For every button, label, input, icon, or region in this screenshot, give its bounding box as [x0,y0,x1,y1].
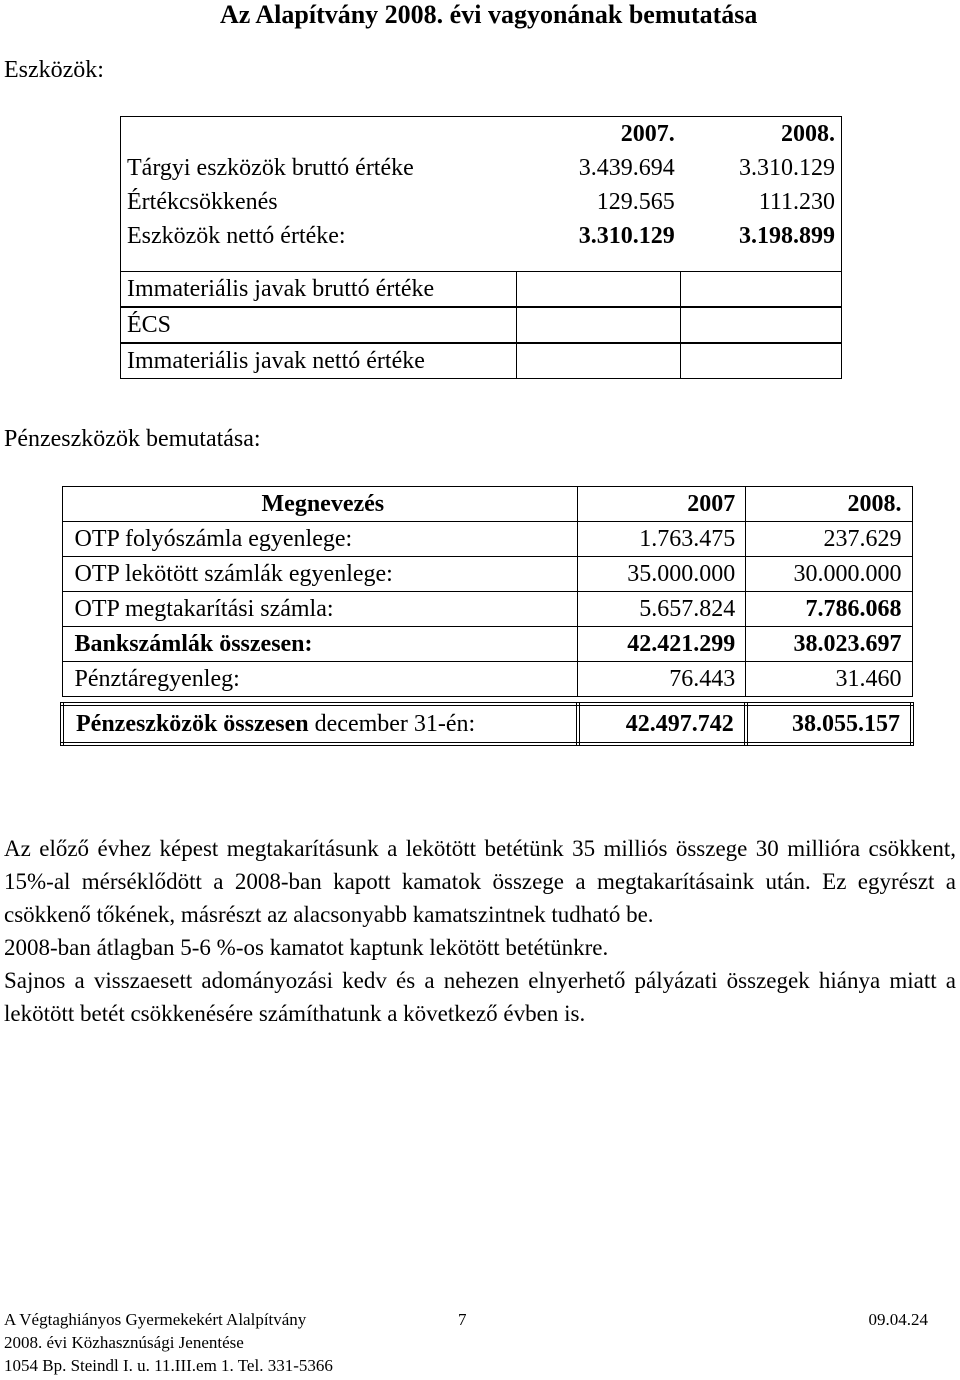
row-label: ÉCS [127,312,172,338]
table-row [62,662,912,697]
table-row [121,151,842,185]
table-header-cell: Megnevezés [62,487,578,522]
footer-report: 2008. évi Közhasznúsági Jenentése [4,1333,244,1352]
footer-address: 1054 Bp. Steindl I. u. 11.III.em 1. Tel. 331-5366 [4,1356,333,1375]
total-2007: 42.497.742 [578,704,746,744]
table-header-row [121,117,842,152]
table-header-cell: 2008. [746,487,912,522]
value-2007 [516,343,681,379]
value-2007 [516,307,681,343]
table-row [121,185,842,219]
table-row [62,557,912,592]
value-2007 [516,272,681,308]
value-2007: 3.310.129 [578,223,675,249]
total-2008: 38.055.157 [746,704,912,744]
commentary [4,832,956,1030]
assets-table [120,116,842,379]
row-label: Tárgyi eszközök bruttó értéke [127,155,414,181]
total-label-rest: december 31-én: [308,711,476,737]
value-2008: 31.460 [746,662,912,697]
cash-table [60,486,914,746]
value-2008 [681,272,842,308]
row-label: Immateriális javak nettó értéke [127,348,425,374]
table-header-cell [121,117,517,152]
paragraph: 2008-ban átlagban 5-6 %-os kamatot kaptunk lekötött betétünkre. [4,935,609,960]
table-row [121,343,842,379]
value-2007: 5.657.824 [578,592,746,627]
value-2007: 3.439.694 [578,155,675,181]
value-2008 [681,343,842,379]
value-2007: 129.565 [596,189,675,215]
table-header-cell: 2007 [578,487,746,522]
value-2008: 3.198.899 [739,223,835,249]
table-row [121,307,842,343]
total-label [62,704,578,744]
footer-org: A Végtaghiányos Gyermekekért Alalpítvány [4,1310,307,1329]
value-2008: 38.023.697 [746,627,912,662]
value-2008: 237.629 [746,522,912,557]
table-header-cell: 2007. [620,121,675,147]
value-2008: 111.230 [758,189,835,215]
table-row [121,272,842,308]
table-header-cell: 2008. [781,121,835,147]
table-row [62,522,912,557]
row-label: Eszközök nettó értéke: [127,223,346,249]
table-row [62,627,912,662]
table-header-row [62,487,912,522]
value-2007: 76.443 [578,662,746,697]
footer-page-number: 7 [458,1310,467,1329]
row-label: Bankszámlák összesen: [62,627,578,662]
value-2008: 7.786.068 [746,592,912,627]
value-2008 [681,307,842,343]
row-label: OTP megtakarítási számla: [62,592,578,627]
assets-heading: Eszközök: [4,57,104,83]
cash-heading: Pénzeszközök bemutatása: [4,426,261,452]
row-label: Értékcsökkenés [127,189,278,215]
paragraph: Az előző évhez képest megtakarításunk a lekötött betétünk 35 milliós összege 30 millióra csökkent, 15%-al mérséklődött a 2008-ban kapott kamatok összege a megtakarításaink után. Ez egyrészt a csökkenő tőkének, másrészt az alacsonyabb kamatszintnek tudható be. [4,836,956,927]
table-row [121,219,842,253]
row-label: OTP lekötött számlák egyenlege: [62,557,578,592]
row-label: Immateriális javak bruttó értéke [127,276,435,302]
value-2007: 35.000.000 [578,557,746,592]
row-label: Pénztáregyenleg: [62,662,578,697]
value-2007: 1.763.475 [578,522,746,557]
value-2007: 42.421.299 [578,627,746,662]
total-row [62,704,912,744]
value-2008: 3.310.129 [739,155,835,181]
total-label-bold: Pénzeszközök összesen [76,711,309,737]
footer-date: 09.04.24 [868,1310,928,1329]
paragraph: Sajnos a visszaesett adományozási kedv és a nehezen elnyerhető pályázati összegek hiánya miatt a lekötött betét csökkenésére számíthatunk a következő évben is. [4,968,956,1026]
value-2008: 30.000.000 [746,557,912,592]
page-title: Az Alapítvány 2008. évi vagyonának bemutatása [220,0,758,29]
table-row [62,592,912,627]
row-label: OTP folyószámla egyenlege: [62,522,578,557]
